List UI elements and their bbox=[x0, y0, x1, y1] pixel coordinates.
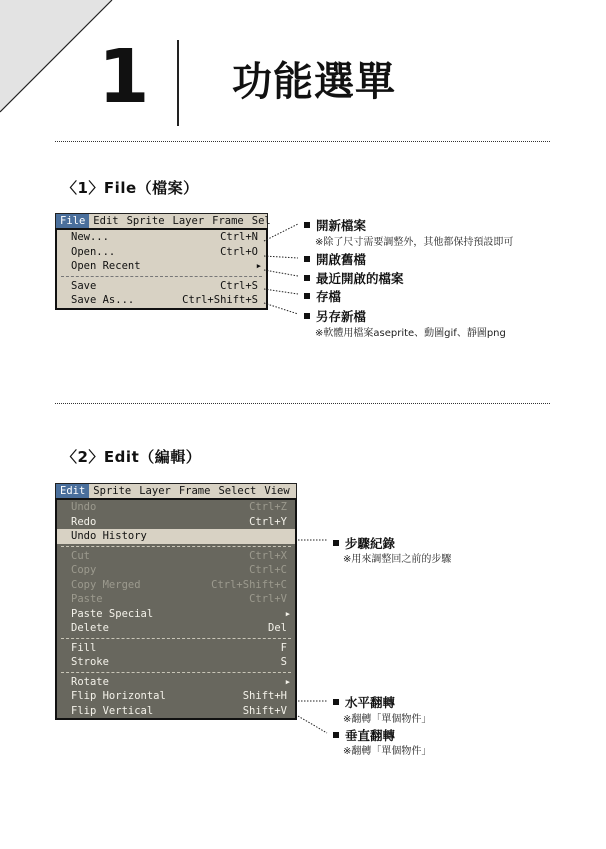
menu-item-label: Flip Horizontal bbox=[71, 690, 166, 702]
menu-item-label: Fill bbox=[71, 641, 97, 654]
menu-item-label: Paste bbox=[71, 593, 103, 605]
menu-item-label: Save As... bbox=[71, 294, 135, 306]
menu-item-label: Delete bbox=[71, 622, 109, 634]
submenu-arrow-icon: ▶ bbox=[285, 677, 290, 686]
menu-bar-select[interactable]: Select bbox=[218, 485, 257, 497]
annotation-title: 最近開啟的檔案 bbox=[316, 271, 404, 286]
menu-bar-edit[interactable]: Edit bbox=[93, 215, 119, 227]
menu-item-label: Copy Merged bbox=[71, 578, 141, 591]
menu-item-shortcut: Shift+V bbox=[242, 704, 287, 717]
menu-item-label: Flip Vertical bbox=[71, 704, 154, 717]
menu-bar-view[interactable]: View bbox=[264, 485, 290, 497]
menu-item-shortcut: Ctrl+Shift+S bbox=[182, 294, 258, 306]
menu-bar-sprite[interactable]: Sprite bbox=[126, 215, 165, 227]
menu-item-shortcut: Ctrl+Shift+C bbox=[211, 578, 287, 591]
annotation-title: 垂直翻轉 bbox=[345, 728, 396, 743]
chapter-number: 1 bbox=[98, 34, 150, 120]
annotation-title: 開新檔案 bbox=[316, 218, 367, 233]
menu-item-shortcut: Ctrl+S bbox=[220, 279, 258, 292]
menu-item-label: Copy bbox=[71, 564, 97, 576]
menu-item-label: Open Recent bbox=[71, 260, 141, 272]
menu-item-shortcut: Ctrl+O bbox=[220, 245, 258, 258]
chapter-title: 功能選單 bbox=[232, 59, 396, 105]
annotation-note: ※翻轉「單個物件」 bbox=[343, 714, 432, 725]
submenu-arrow-icon: ▶ bbox=[285, 609, 290, 618]
menu-item-shortcut: Del bbox=[268, 622, 287, 634]
menu-item-shortcut: Ctrl+Y bbox=[249, 515, 287, 528]
menu-item-label: Rotate bbox=[71, 675, 109, 688]
annotation-title: 另存新檔 bbox=[316, 309, 367, 324]
menu-item-label: Stroke bbox=[71, 656, 109, 668]
menu-item-shortcut: F bbox=[280, 641, 287, 654]
annotation-title: 步驟紀錄 bbox=[345, 536, 396, 551]
menu-item-shortcut: S bbox=[280, 656, 287, 668]
menu-item-shortcut: Ctrl+N bbox=[220, 231, 258, 243]
menu-item-label: Redo bbox=[71, 515, 97, 528]
menu-item-label: Open... bbox=[71, 245, 116, 258]
menu-bar-file[interactable]: File bbox=[56, 214, 89, 228]
menu-item-label: Save bbox=[71, 279, 97, 292]
menu-item-label: Paste Special bbox=[71, 607, 154, 620]
menu-item-shortcut: Ctrl+X bbox=[249, 549, 287, 562]
submenu-arrow-icon: ▶ bbox=[256, 262, 261, 270]
menu-item-label: Cut bbox=[71, 549, 90, 562]
menu-item-shortcut: Ctrl+V bbox=[249, 593, 287, 605]
annotation-note: ※用來調整回之前的步驟 bbox=[343, 554, 452, 565]
menu-bar-layer[interactable]: Layer bbox=[172, 215, 205, 227]
menu-item-shortcut: Ctrl+Z bbox=[249, 501, 287, 513]
menu-bar-frame[interactable]: Frame bbox=[178, 485, 211, 497]
annotation-note: ※翻轉「單個物件」 bbox=[343, 746, 432, 757]
section-heading-edit: 〈2〉Edit（編輯） bbox=[62, 448, 202, 466]
annotation-title: 水平翻轉 bbox=[345, 695, 396, 710]
menu-bar-sprite[interactable]: Sprite bbox=[93, 485, 132, 497]
menu-bar-layer[interactable]: Layer bbox=[139, 485, 171, 497]
menu-item-shortcut: Shift+H bbox=[242, 690, 287, 702]
menu-item-label: Undo History bbox=[71, 530, 147, 542]
menu-item-label: New... bbox=[71, 231, 109, 243]
menu-bar-frame[interactable]: Frame bbox=[212, 215, 244, 227]
annotation-note: ※軟體用檔案aseprite、動圖gif、靜圖png bbox=[315, 328, 506, 339]
menu-bar-select[interactable]: Sel bbox=[251, 215, 271, 227]
annotation-title: 開啟舊檔 bbox=[316, 252, 367, 267]
menu-item-label: Undo bbox=[71, 501, 97, 513]
menu-item-shortcut: Ctrl+C bbox=[249, 564, 287, 576]
section-heading-file: 〈1〉File（檔案） bbox=[62, 179, 199, 197]
annotation-note: ※除了尺寸需要調整外，其他都保持預設即可 bbox=[315, 237, 514, 248]
menu-bar-edit[interactable]: Edit bbox=[56, 484, 89, 498]
annotation-title: 存檔 bbox=[316, 289, 342, 304]
